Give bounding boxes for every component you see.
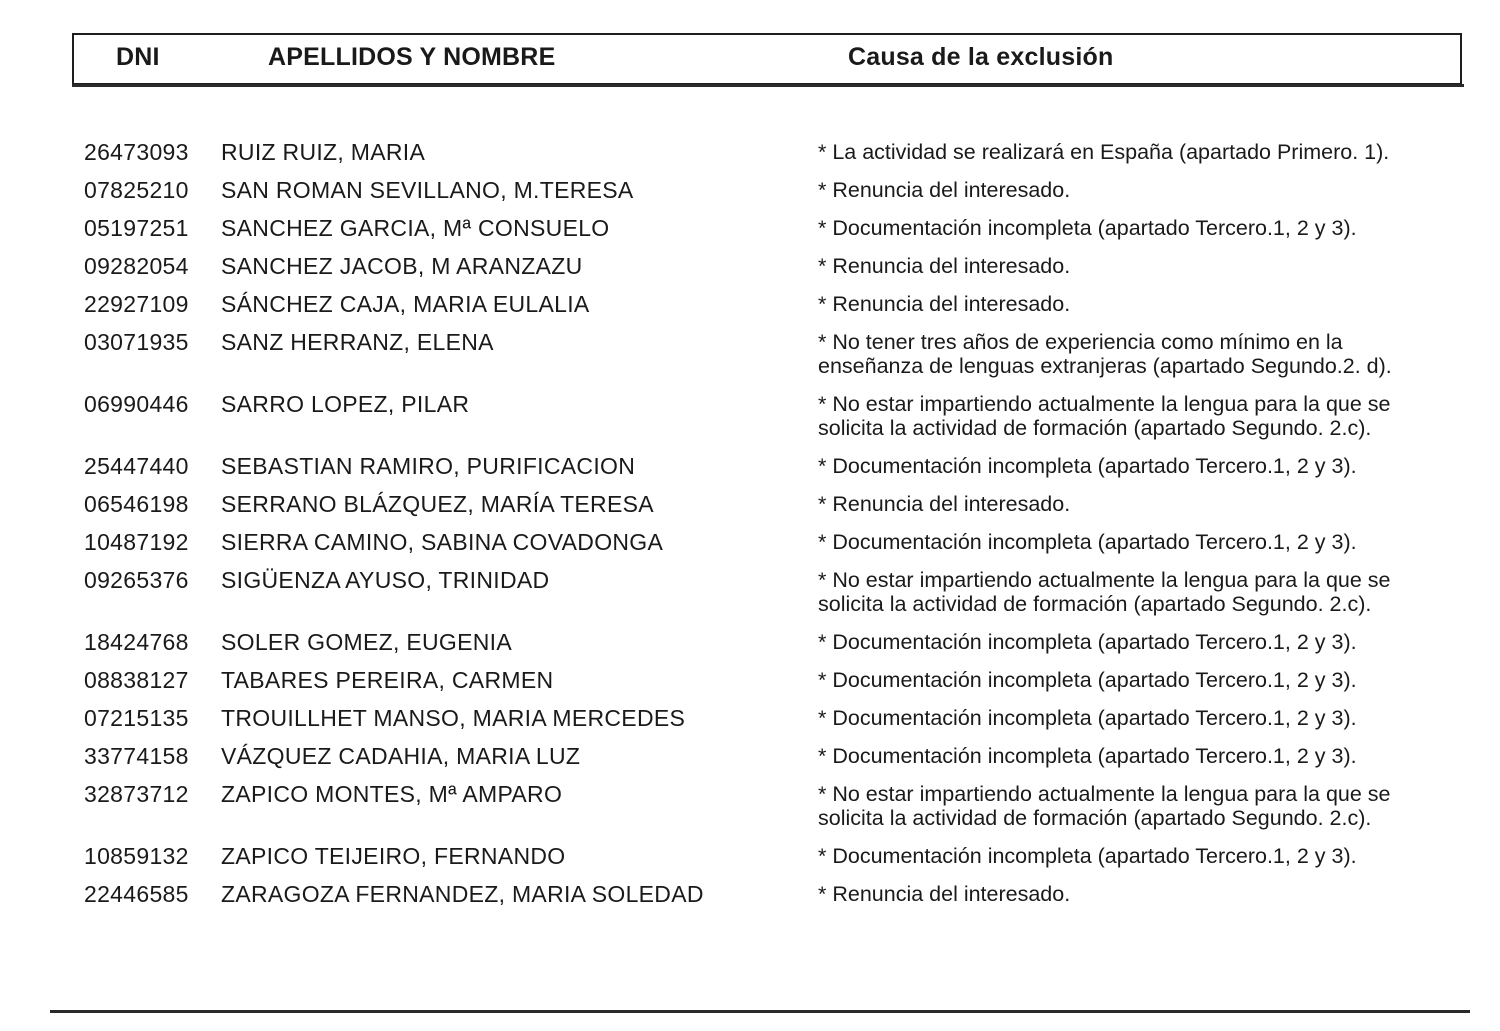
cause-cell: * No estar impartiendo actualmente la lengua para la que se solicita la actividad de formación (apartado Segundo. 2.c).	[818, 392, 1391, 440]
cause-cell: * Renuncia del interesado.	[818, 178, 1071, 202]
dni-cell: 09265376	[84, 567, 189, 593]
table-row	[84, 214, 1444, 240]
cause-cell: * Documentación incompleta (apartado Tercero.1, 2 y 3).	[818, 216, 1357, 240]
name-cell: SARRO LOPEZ, PILAR	[221, 391, 470, 417]
header-rule	[72, 84, 1464, 87]
cause-cell: * La actividad se realizará en España (apartado Primero. 1).	[818, 140, 1390, 164]
dni-cell: 25447440	[84, 453, 189, 479]
header-cause: Causa de la exclusión	[848, 43, 1114, 71]
name-cell: TABARES PEREIRA, CARMEN	[221, 667, 554, 693]
table-row	[84, 490, 1444, 516]
dni-cell: 10487192	[84, 529, 189, 555]
table-row	[84, 528, 1444, 554]
name-cell: ZAPICO TEIJEIRO, FERNANDO	[221, 843, 566, 869]
table-row	[84, 628, 1444, 654]
dni-cell: 07825210	[84, 177, 189, 203]
name-cell: SERRANO BLÁZQUEZ, MARÍA TERESA	[221, 491, 654, 517]
dni-cell: 26473093	[84, 139, 189, 165]
table-row	[84, 290, 1444, 316]
name-cell: RUIZ RUIZ, MARIA	[221, 139, 426, 165]
name-cell: ZAPICO MONTES, Mª AMPARO	[221, 781, 563, 807]
table-row	[84, 252, 1444, 278]
dni-cell: 09282054	[84, 253, 189, 279]
cause-cell: * Renuncia del interesado.	[818, 254, 1071, 278]
dni-cell: 07215135	[84, 705, 189, 731]
name-cell: SEBASTIAN RAMIRO, PURIFICACION	[221, 453, 636, 479]
table-row	[84, 138, 1444, 164]
cause-cell: * Renuncia del interesado.	[818, 492, 1071, 516]
name-cell: SÁNCHEZ CAJA, MARIA EULALIA	[221, 291, 590, 317]
cause-cell: * Documentación incompleta (apartado Tercero.1, 2 y 3).	[818, 706, 1357, 730]
cause-cell: * No tener tres años de experiencia como mínimo en la enseñanza de lenguas extranjeras (apartado Segundo.2. d).	[818, 330, 1392, 378]
table-row	[84, 780, 1444, 830]
table-row	[84, 704, 1444, 730]
table-row	[84, 742, 1444, 768]
footer-rule	[50, 1010, 1470, 1013]
cause-cell: * No estar impartiendo actualmente la lengua para la que se solicita la actividad de formación (apartado Segundo. 2.c).	[818, 568, 1391, 616]
dni-cell: 05197251	[84, 215, 189, 241]
cause-cell: * Documentación incompleta (apartado Tercero.1, 2 y 3).	[818, 844, 1357, 868]
name-cell: ZARAGOZA FERNANDEZ, MARIA SOLEDAD	[221, 881, 704, 907]
dni-cell: 06990446	[84, 391, 189, 417]
table-row	[84, 176, 1444, 202]
table-header	[72, 33, 1462, 85]
table-row	[84, 666, 1444, 692]
name-cell: SAN ROMAN SEVILLANO, M.TERESA	[221, 177, 634, 203]
dni-cell: 33774158	[84, 743, 189, 769]
name-cell: SANZ HERRANZ, ELENA	[221, 329, 494, 355]
name-cell: SIERRA CAMINO, SABINA COVADONGA	[221, 529, 664, 555]
header-name: APELLIDOS Y NOMBRE	[268, 43, 556, 71]
table-row	[84, 842, 1444, 868]
name-cell: VÁZQUEZ CADAHIA, MARIA LUZ	[221, 743, 581, 769]
dni-cell: 10859132	[84, 843, 189, 869]
name-cell: SANCHEZ GARCIA, Mª CONSUELO	[221, 215, 610, 241]
dni-cell: 18424768	[84, 629, 189, 655]
dni-cell: 22927109	[84, 291, 189, 317]
cause-cell: * Documentación incompleta (apartado Tercero.1, 2 y 3).	[818, 454, 1357, 478]
dni-cell: 32873712	[84, 781, 189, 807]
table-row	[84, 880, 1444, 906]
table-row	[84, 452, 1444, 478]
dni-cell: 22446585	[84, 881, 189, 907]
dni-cell: 03071935	[84, 329, 189, 355]
cause-cell: * Renuncia del interesado.	[818, 292, 1071, 316]
cause-cell: * No estar impartiendo actualmente la lengua para la que se solicita la actividad de formación (apartado Segundo. 2.c).	[818, 782, 1391, 830]
cause-cell: * Documentación incompleta (apartado Tercero.1, 2 y 3).	[818, 744, 1357, 768]
cause-cell: * Documentación incompleta (apartado Tercero.1, 2 y 3).	[818, 668, 1357, 692]
dni-cell: 06546198	[84, 491, 189, 517]
table-row	[84, 390, 1444, 440]
name-cell: SOLER GOMEZ, EUGENIA	[221, 629, 512, 655]
table-row	[84, 328, 1444, 378]
cause-cell: * Documentación incompleta (apartado Tercero.1, 2 y 3).	[818, 630, 1357, 654]
cause-cell: * Renuncia del interesado.	[818, 882, 1071, 906]
cause-cell: * Documentación incompleta (apartado Tercero.1, 2 y 3).	[818, 530, 1357, 554]
name-cell: SANCHEZ JACOB, M ARANZAZU	[221, 253, 583, 279]
dni-cell: 08838127	[84, 667, 189, 693]
exclusion-table	[84, 138, 1444, 918]
header-dni: DNI	[116, 43, 160, 71]
table-row	[84, 566, 1444, 616]
name-cell: TROUILLHET MANSO, MARIA MERCEDES	[221, 705, 686, 731]
name-cell: SIGÜENZA AYUSO, TRINIDAD	[221, 567, 550, 593]
